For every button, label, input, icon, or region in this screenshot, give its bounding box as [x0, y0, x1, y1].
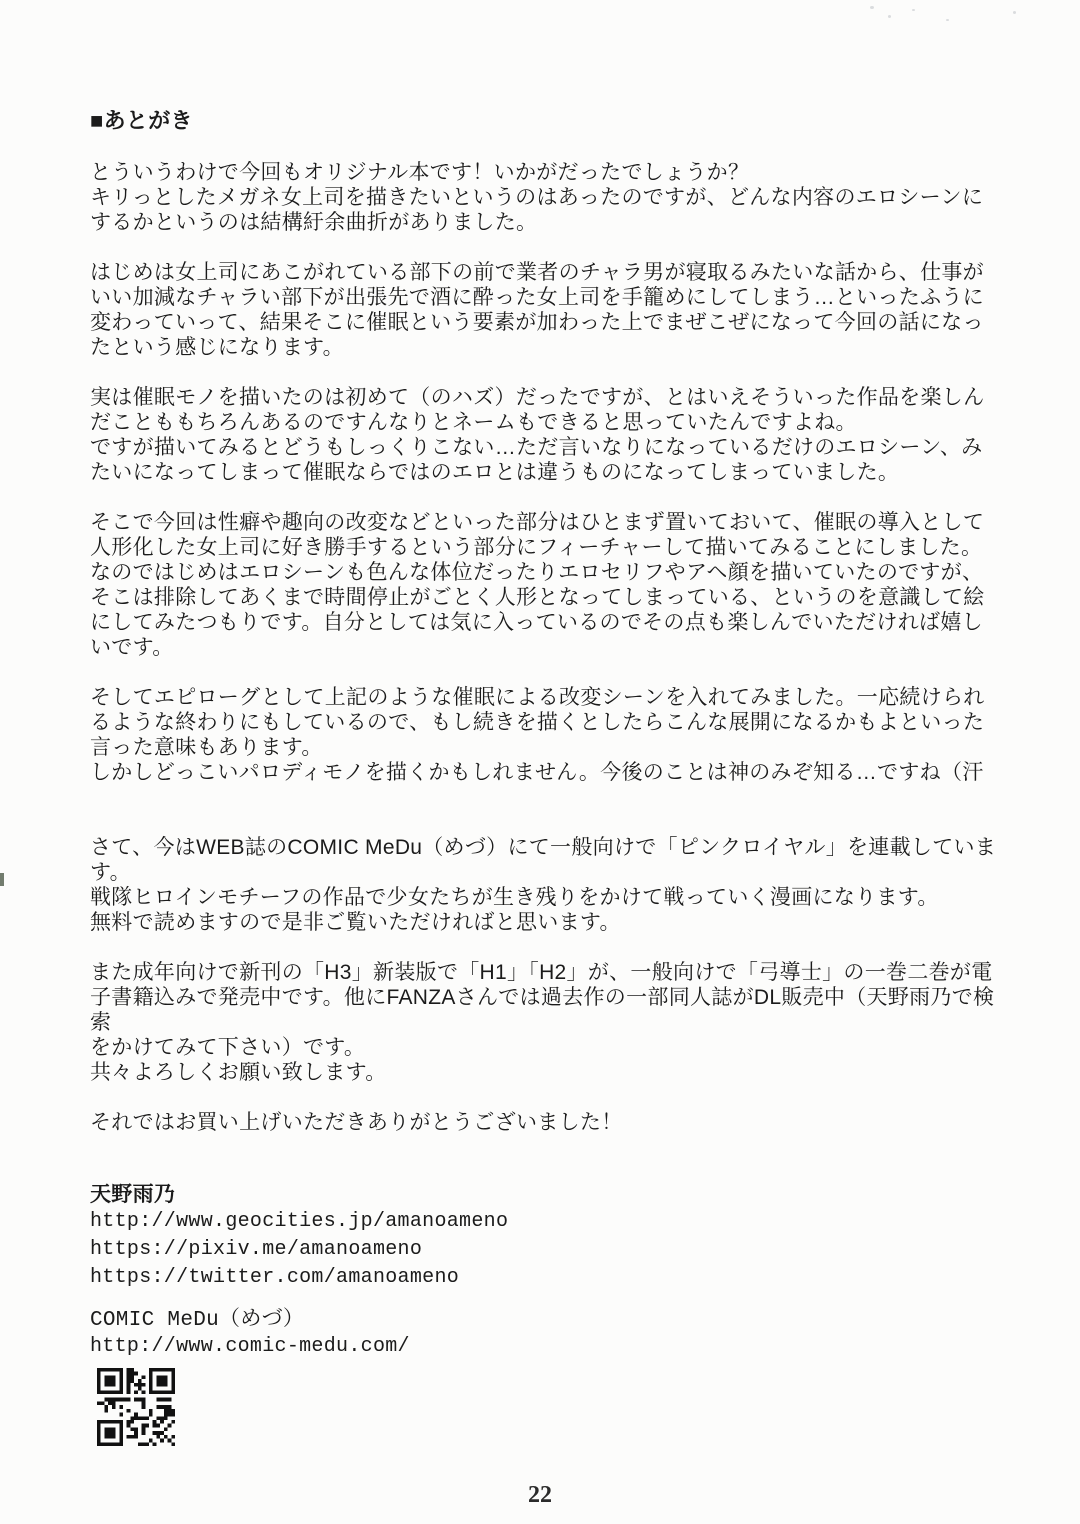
text-line: 実は催眠モノを描いたのは初めて（のハズ）だったですが、とはいえそういった作品を楽しん — [90, 386, 985, 409]
text-line: 言った意味もあります。 — [90, 736, 323, 759]
text-line: なのではじめはエロシーンも色んな体位だったりエロセリフやアヘ顔を描いていたのですが、 — [90, 561, 984, 584]
scan-edge-artifact — [0, 873, 4, 886]
author-link: https://twitter.com/amanoameno — [90, 1266, 460, 1289]
author-link: https://pixiv.me/amanoameno — [90, 1238, 423, 1261]
author-name: 天野雨乃 — [90, 1183, 176, 1206]
publisher-block — [90, 1308, 1002, 1447]
paragraph — [90, 835, 1002, 935]
publisher-link: http://www.comic-medu.com/ — [90, 1335, 410, 1358]
paragraph — [90, 260, 1002, 360]
text-line: また成年向けで新刊の「H3」新装版で「H1」「H2」が、一般向けで「弓導士」の一巻二巻が電 — [90, 961, 993, 984]
paragraph — [90, 685, 1002, 785]
text-line: とういうわけで今回もオリジナル本です！いかがだったでしょうか？ — [90, 161, 750, 184]
text-line: 戦隊ヒロインモチーフの作品で少女たちが生き残りをかけて戦っていく漫画になります。 — [90, 886, 939, 909]
text-line: 変わっていって、結果そこに催眠という要素が加わった上でまぜこぜになって今回の話になっ — [90, 311, 984, 334]
text-line: するかというのは結構紆余曲折がありました。 — [90, 211, 538, 234]
text-line: しかしどっこいパロディモノを描くかもしれません。今後のことは神のみぞ知る…ですね（汗 — [90, 761, 984, 784]
scan-speck — [888, 15, 891, 18]
scan-speck — [870, 6, 874, 9]
text-line: にしてみたつもりです。自分としては気に入っているのでその点も楽しんでいただければ嬉し — [90, 611, 983, 634]
text-line: そこは排除してあくまで時間停止がごとく人形となってしまっている、というのを意識して絵 — [90, 586, 985, 609]
paragraph — [90, 385, 1002, 485]
text-line: それではお買い上げいただきありがとうございました！ — [90, 1111, 623, 1134]
text-line: そしてエピローグとして上記のような催眠による改変シーンを入れてみました。一応続けられ — [90, 686, 985, 709]
text-line: たという感じになります。 — [90, 336, 344, 359]
author-block — [90, 1181, 1002, 1292]
paragraph — [90, 960, 1002, 1085]
text-line: そこで今回は性癖や趣向の改変などといった部分はひとまず置いておいて、催眠の導入として — [90, 511, 985, 534]
scan-speck — [1013, 11, 1016, 14]
text-line: さて、今はWEB誌のCOMIC MeDu（めづ）にて一般向けで「ピンクロイヤル」を連載しています。 — [90, 836, 997, 884]
scan-speck — [946, 19, 949, 21]
page-number: 22 — [528, 1482, 552, 1508]
paragraph — [90, 160, 1002, 235]
paragraph — [90, 510, 1002, 660]
author-links — [90, 1208, 1002, 1292]
text-line: いい加減なチャラい部下が出張先で酒に酔った女上司を手籠めにしてしまう…といったふうに — [90, 286, 984, 309]
text-line: をかけてみて下さい）です。 — [90, 1036, 366, 1059]
scan-speck — [912, 9, 915, 11]
text-line: 子書籍込みで発売中です。他にFANZAさんでは過去作の一部同人誌がDL販売中（天野雨乃で検索 — [90, 986, 995, 1034]
text-line: 人形化した女上司に好き勝手するという部分にフィーチャーして描いてみることにしました。 — [90, 536, 983, 559]
afterword-body — [90, 160, 1002, 1135]
paragraph — [90, 1110, 1002, 1135]
text-line: いです。 — [90, 636, 174, 659]
text-line: るような終わりにもしているので、もし続きを描くとしたらこんな展開になるかもよといった — [90, 711, 985, 734]
text-line: 無料で読めますので是非ご覧いただければと思います。 — [90, 911, 621, 934]
qr-code — [97, 1367, 175, 1447]
afterword-content — [90, 108, 1002, 1447]
publisher-name: COMIC MeDu（めづ） — [90, 1309, 305, 1332]
page-title: ■あとがき — [90, 108, 193, 133]
text-line: だことももちろんあるのですんなりとネームもできると思っていたんですよね。 — [90, 411, 857, 434]
text-line: はじめは女上司にあこがれている部下の前で業者のチャラ男が寝取るみたいな話から、仕事が — [90, 261, 984, 284]
author-link: http://www.geocities.jp/amanoameno — [90, 1210, 509, 1233]
text-line: キリっとしたメガネ女上司を描きたいというのはあったのですが、どんな内容のエロシーンに — [90, 186, 984, 209]
text-line: ですが描いてみるとどうもしっくりこない…ただ言いなりになっているだけのエロシーン、み — [90, 436, 983, 459]
text-line: たいになってしまって催眠ならではのエロとは違うものになってしまっていました。 — [90, 461, 900, 484]
text-line: 共々よろしくお願い致します。 — [90, 1061, 387, 1084]
